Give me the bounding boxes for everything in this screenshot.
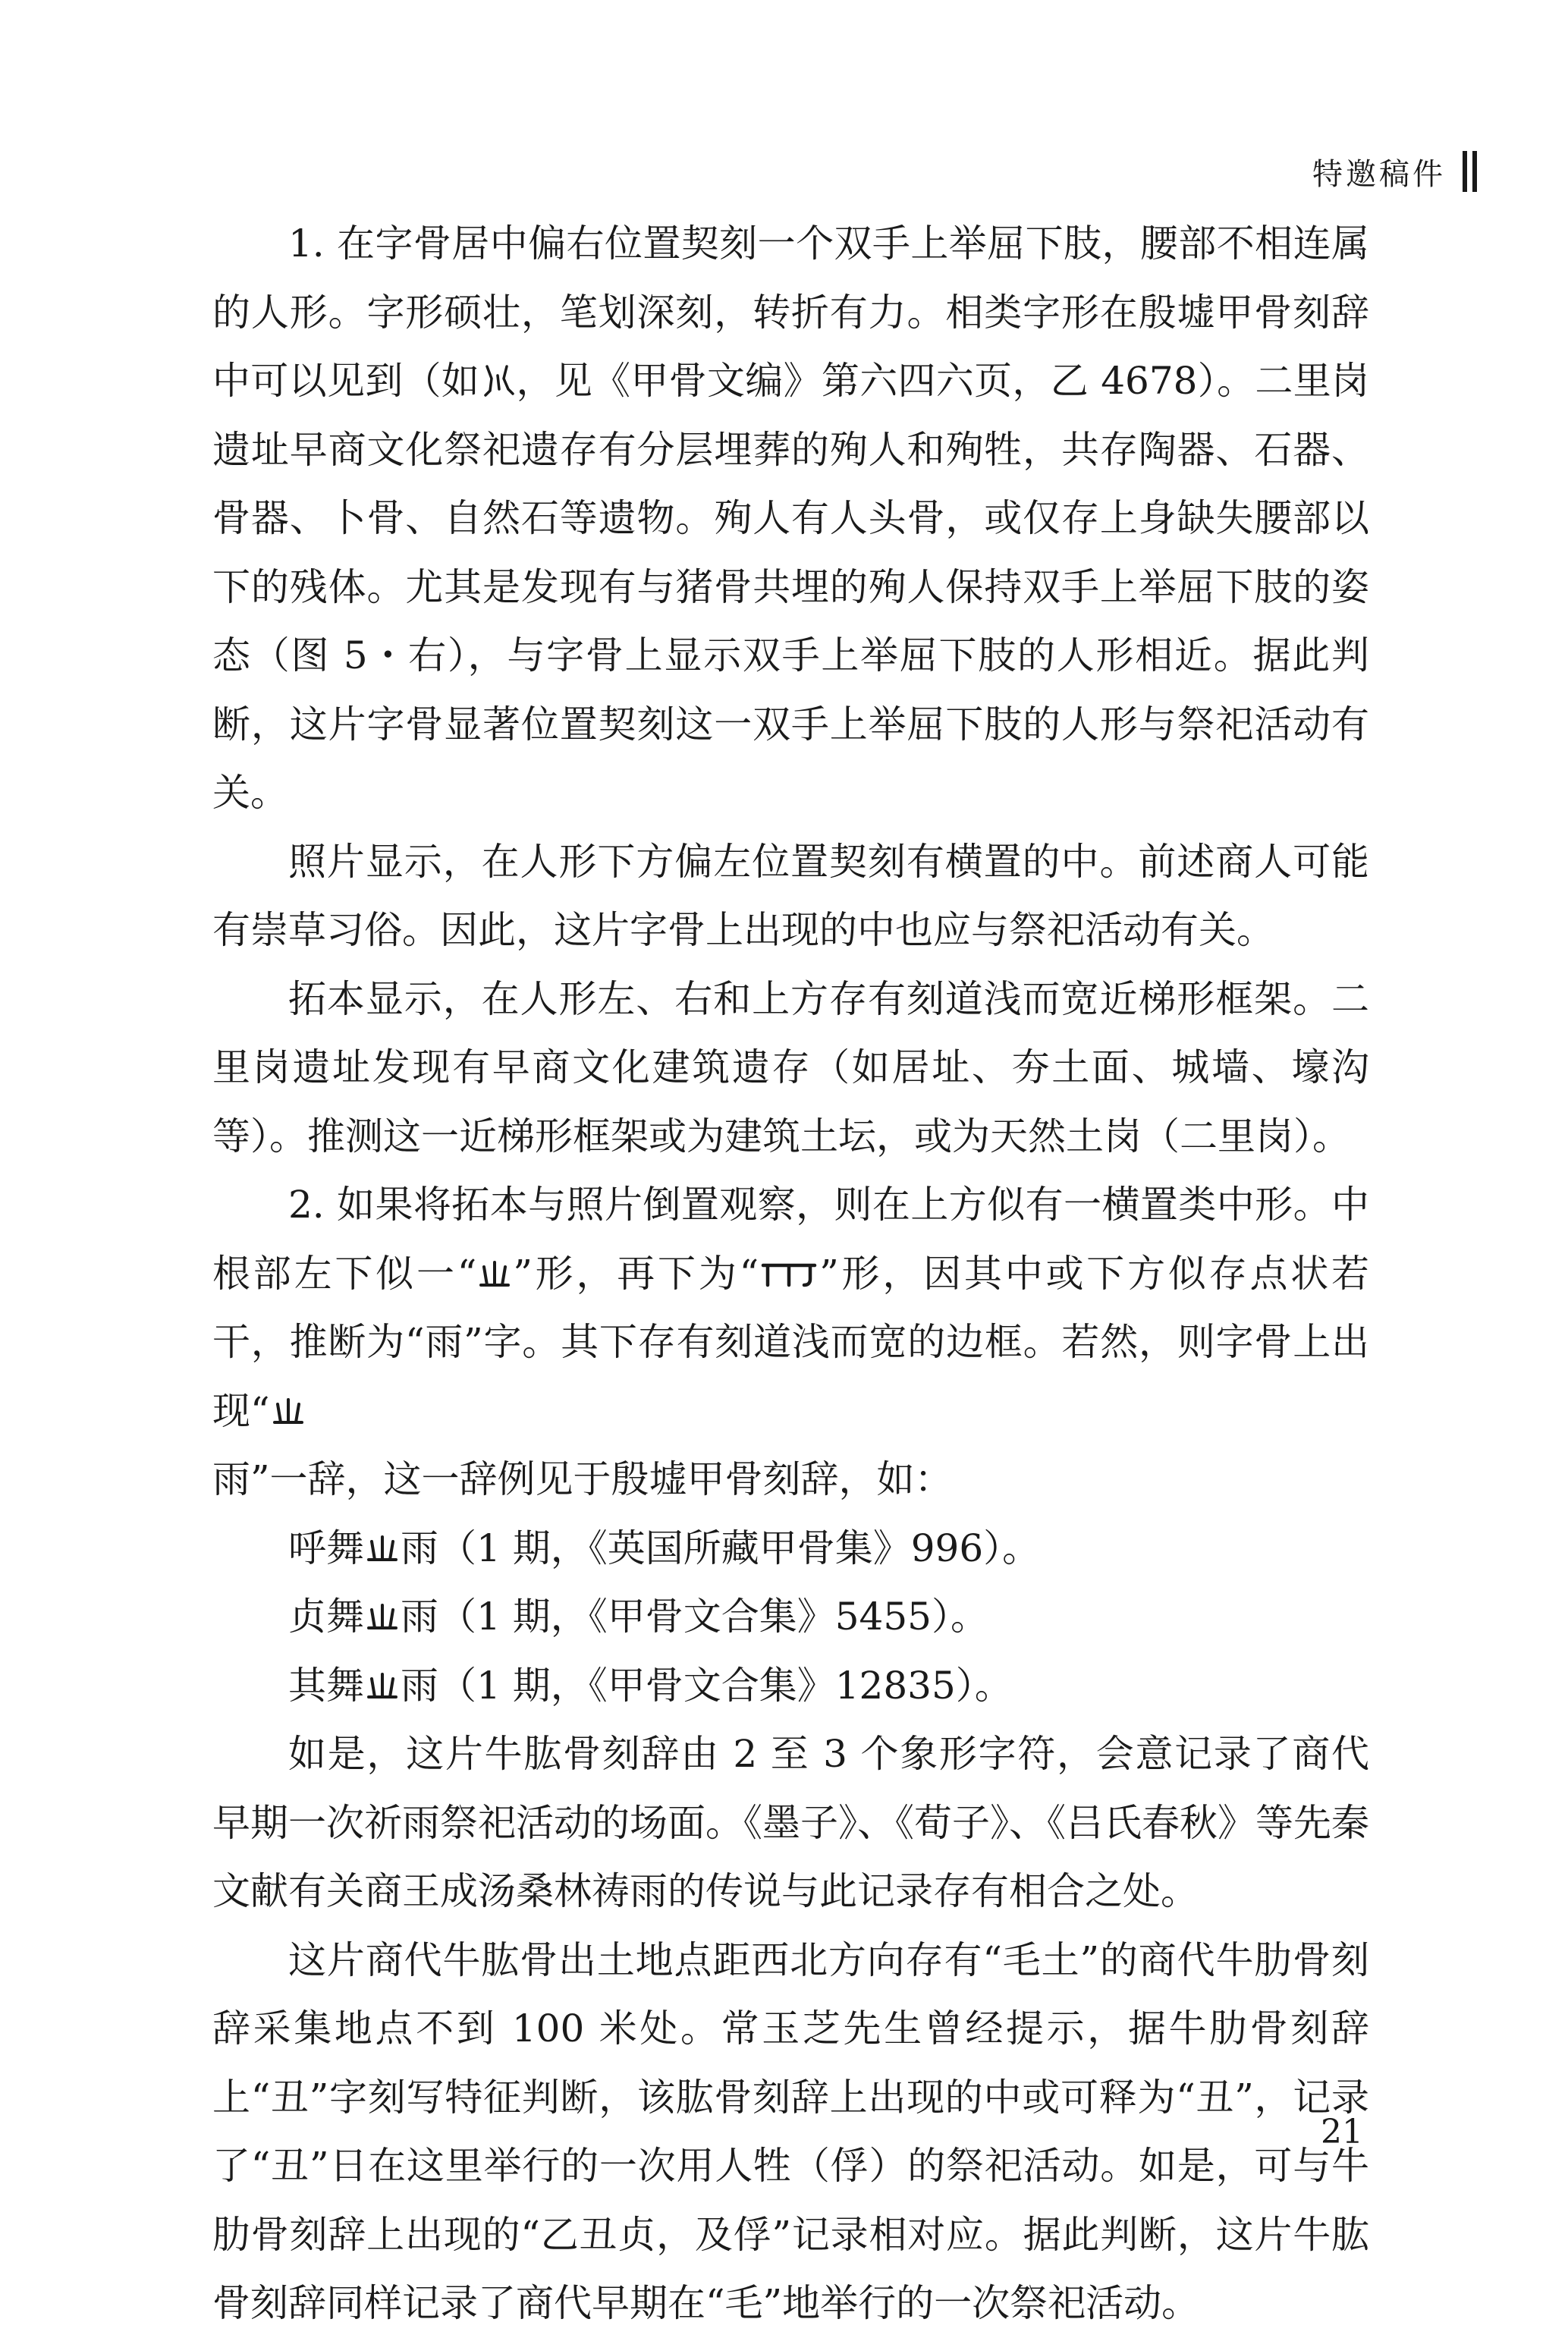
oracle-bone-rain-glyph xyxy=(759,1255,819,1291)
oracle-bone-wu-glyph xyxy=(364,1529,401,1566)
page-number: 21 xyxy=(1321,2113,1363,2151)
paragraph-3: 拓本显示，在人形左、右和上方存有刻道浅而宽近梯形框架。二里岗遗址发现有早商文化建筑遗存（如居址、夯土面、城墙、壕沟等）。推测这一近梯形框架或为建筑土坛，或为天然土岗（二里岗）。 xyxy=(212,976,1369,1158)
article-body xyxy=(212,209,1369,2338)
paragraph-4: 2. 如果将拓本与照片倒置观察，则在上方似有一横置类中形。中根部左下似一“ ”形，再下为“ ”形，因其中或下方似存点状若干，推断为“雨”字。其下存有刻道浅而宽的边框。若然，则字骨上出现“ 雨”一辞，这一辞例见于殷墟甲骨刻辞，如： xyxy=(212,1183,1370,1501)
paragraph-2: 照片显示，在人形下方偏左位置契刻有横置的中。前述商人可能有崇草习俗。因此，这片字骨上出现的中也应与祭祀活动有关。 xyxy=(212,839,1369,952)
oracle-bone-wu-glyph xyxy=(476,1255,513,1291)
oracle-bone-wu-glyph xyxy=(364,1598,401,1634)
example-2: 贞舞 雨（1 期，《甲骨文合集》5455）。 xyxy=(288,1595,988,1639)
example-3: 其舞 雨（1 期，《甲骨文合集》12835）。 xyxy=(288,1663,1013,1708)
example-1: 呼舞 雨（1 期，《英国所藏甲骨集》996）。 xyxy=(288,1526,1041,1570)
paragraph-5: 如是，这片牛肱骨刻辞由 2 至 3 个象形字符，会意记录了商代早期一次祈雨祭祀活动的场面。《墨子》、《荀子》、《吕氏春秋》等先秦文献有关商王成汤桑林祷雨的传说与此记录存有相合之处。 xyxy=(212,1732,1369,1913)
running-header xyxy=(1312,149,1477,194)
oracle-bone-wu-glyph xyxy=(270,1392,306,1428)
section-label: 特邀稿件 xyxy=(1312,156,1446,192)
oracle-bone-human-figure-glyph xyxy=(479,362,516,398)
paragraph-1: 1. 在字骨居中偏右位置契刻一个双手上举屈下肢，腰部不相连属的人形。字形硕壮，笔划深刻，转折有力。相类字形在殷墟甲骨刻辞中可以见到（如 ，见《甲骨文编》第六四六页，乙 4678）。二里岗遗址早商文化祭祀遗存有分层埋葬的殉人和殉牲，共存陶器、石器、骨器、卜骨、自然石等遗物。殉人有人头骨，或仅存上身缺失腰部以下的残体。尤其是发现有与猪骨共埋的殉人保持双手上举屈下肢的姿态（图 5・右），与字骨上显示双手上举屈下肢的人形相近。据此判断，这片字骨显著位置契刻这一双手上举屈下肢的人形与祭祀活动有关。 xyxy=(212,222,1370,815)
paragraph-6: 这片商代牛肱骨出土地点距西北方向存有“毛土”的商代牛肋骨刻辞采集地点不到 100 米处。常玉芝先生曾经提示，据牛肋骨刻辞上“丑”字刻写特征判断，该肱骨刻辞上出现的中或可释为“丑”，记录了“丑”日在这里举行的一次用人牲（俘）的祭祀活动。如是，可与牛肋骨刻辞上出现的“乙丑贞，及俘”记录相对应。据此判断，这片牛肱骨刻辞同样记录了商代早期在“毛”地举行的一次祭祀活动。 xyxy=(212,1937,1369,2325)
header-bars-decoration xyxy=(1463,151,1477,192)
oracle-bone-wu-glyph xyxy=(364,1667,401,1703)
